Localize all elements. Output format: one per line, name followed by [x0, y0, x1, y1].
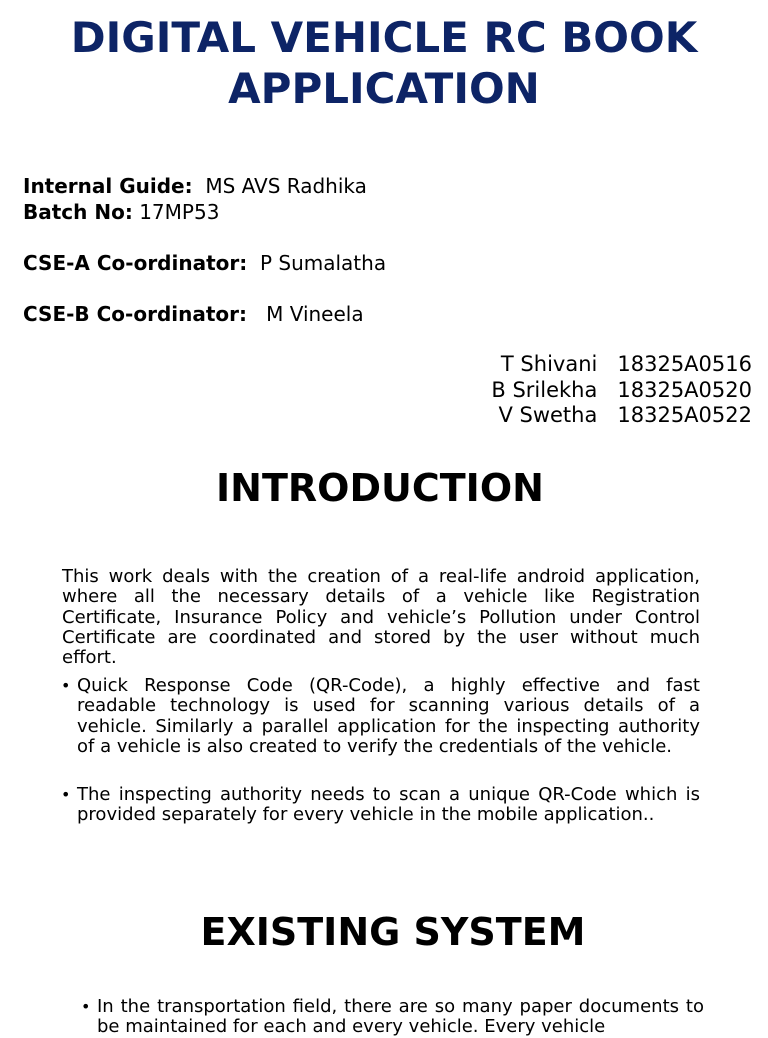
team-member-row [491, 378, 752, 404]
bullet-text: Quick Response Code (QR-Code), a highly effective and fast readable technology is used for scanning various details of a vehicle. Similarly a parallel application for the inspecting authority of a vehicle is also created to verify the credentials of the vehicle. [77, 675, 700, 757]
internal-guide-value: MS AVS Radhika [205, 174, 367, 198]
team-members [491, 352, 752, 429]
bullet-icon: • [61, 676, 71, 695]
bullet-icon: • [61, 785, 71, 804]
cse-a-coordinator-value: P Sumalatha [259, 251, 387, 275]
introduction-bullet [61, 675, 700, 757]
cse-a-coordinator-line [23, 250, 386, 276]
member-roll-number: 18325A0516 [617, 352, 752, 376]
batch-number-label: Batch No: [23, 200, 133, 224]
slide-title: DIGITAL VEHICLE RC BOOK APPLICATION [70, 13, 698, 113]
cse-a-coordinator-label: CSE-A Co-ordinator: [23, 251, 248, 275]
member-name: B Srilekha [491, 377, 598, 402]
member-roll-number: 18325A0520 [617, 377, 752, 402]
internal-guide-label: Internal Guide: [23, 174, 193, 198]
cse-b-coordinator-line [23, 301, 364, 327]
introduction-paragraph: This work deals with the creation of a real-life android application, where all the necessary details of a vehicle like Registration Certificate, Insurance Policy and vehicle’s Pollution under Control Certificate are coordinated and stored by the user without much effort. [62, 566, 700, 669]
batch-number-line [23, 199, 219, 225]
team-member-row [491, 403, 752, 429]
existing-system-bullet [81, 996, 704, 1038]
introduction-bullet [61, 784, 700, 826]
member-roll-number: 18325A0522 [617, 403, 752, 427]
member-name: V Swetha [498, 403, 598, 427]
cse-b-coordinator-value: M Vineela [266, 302, 364, 326]
batch-number-value: 17MP53 [139, 200, 220, 224]
bullet-text: In the transportation field, there are so many paper documents to be maintained for each and every vehicle. Every vehicle [97, 996, 704, 1038]
cse-b-coordinator-label: CSE-B Co-ordinator: [23, 302, 248, 326]
existing-system-heading: EXISTING SYSTEM [200, 910, 586, 954]
team-member-row [491, 352, 752, 378]
bullet-icon: • [81, 997, 91, 1016]
member-name: T Shivani [500, 352, 598, 376]
bullet-text: The inspecting authority needs to scan a unique QR-Code which is provided separately for every vehicle in the mobile application.. [77, 784, 700, 826]
internal-guide-line [23, 173, 367, 199]
introduction-heading: INTRODUCTION [216, 466, 544, 510]
